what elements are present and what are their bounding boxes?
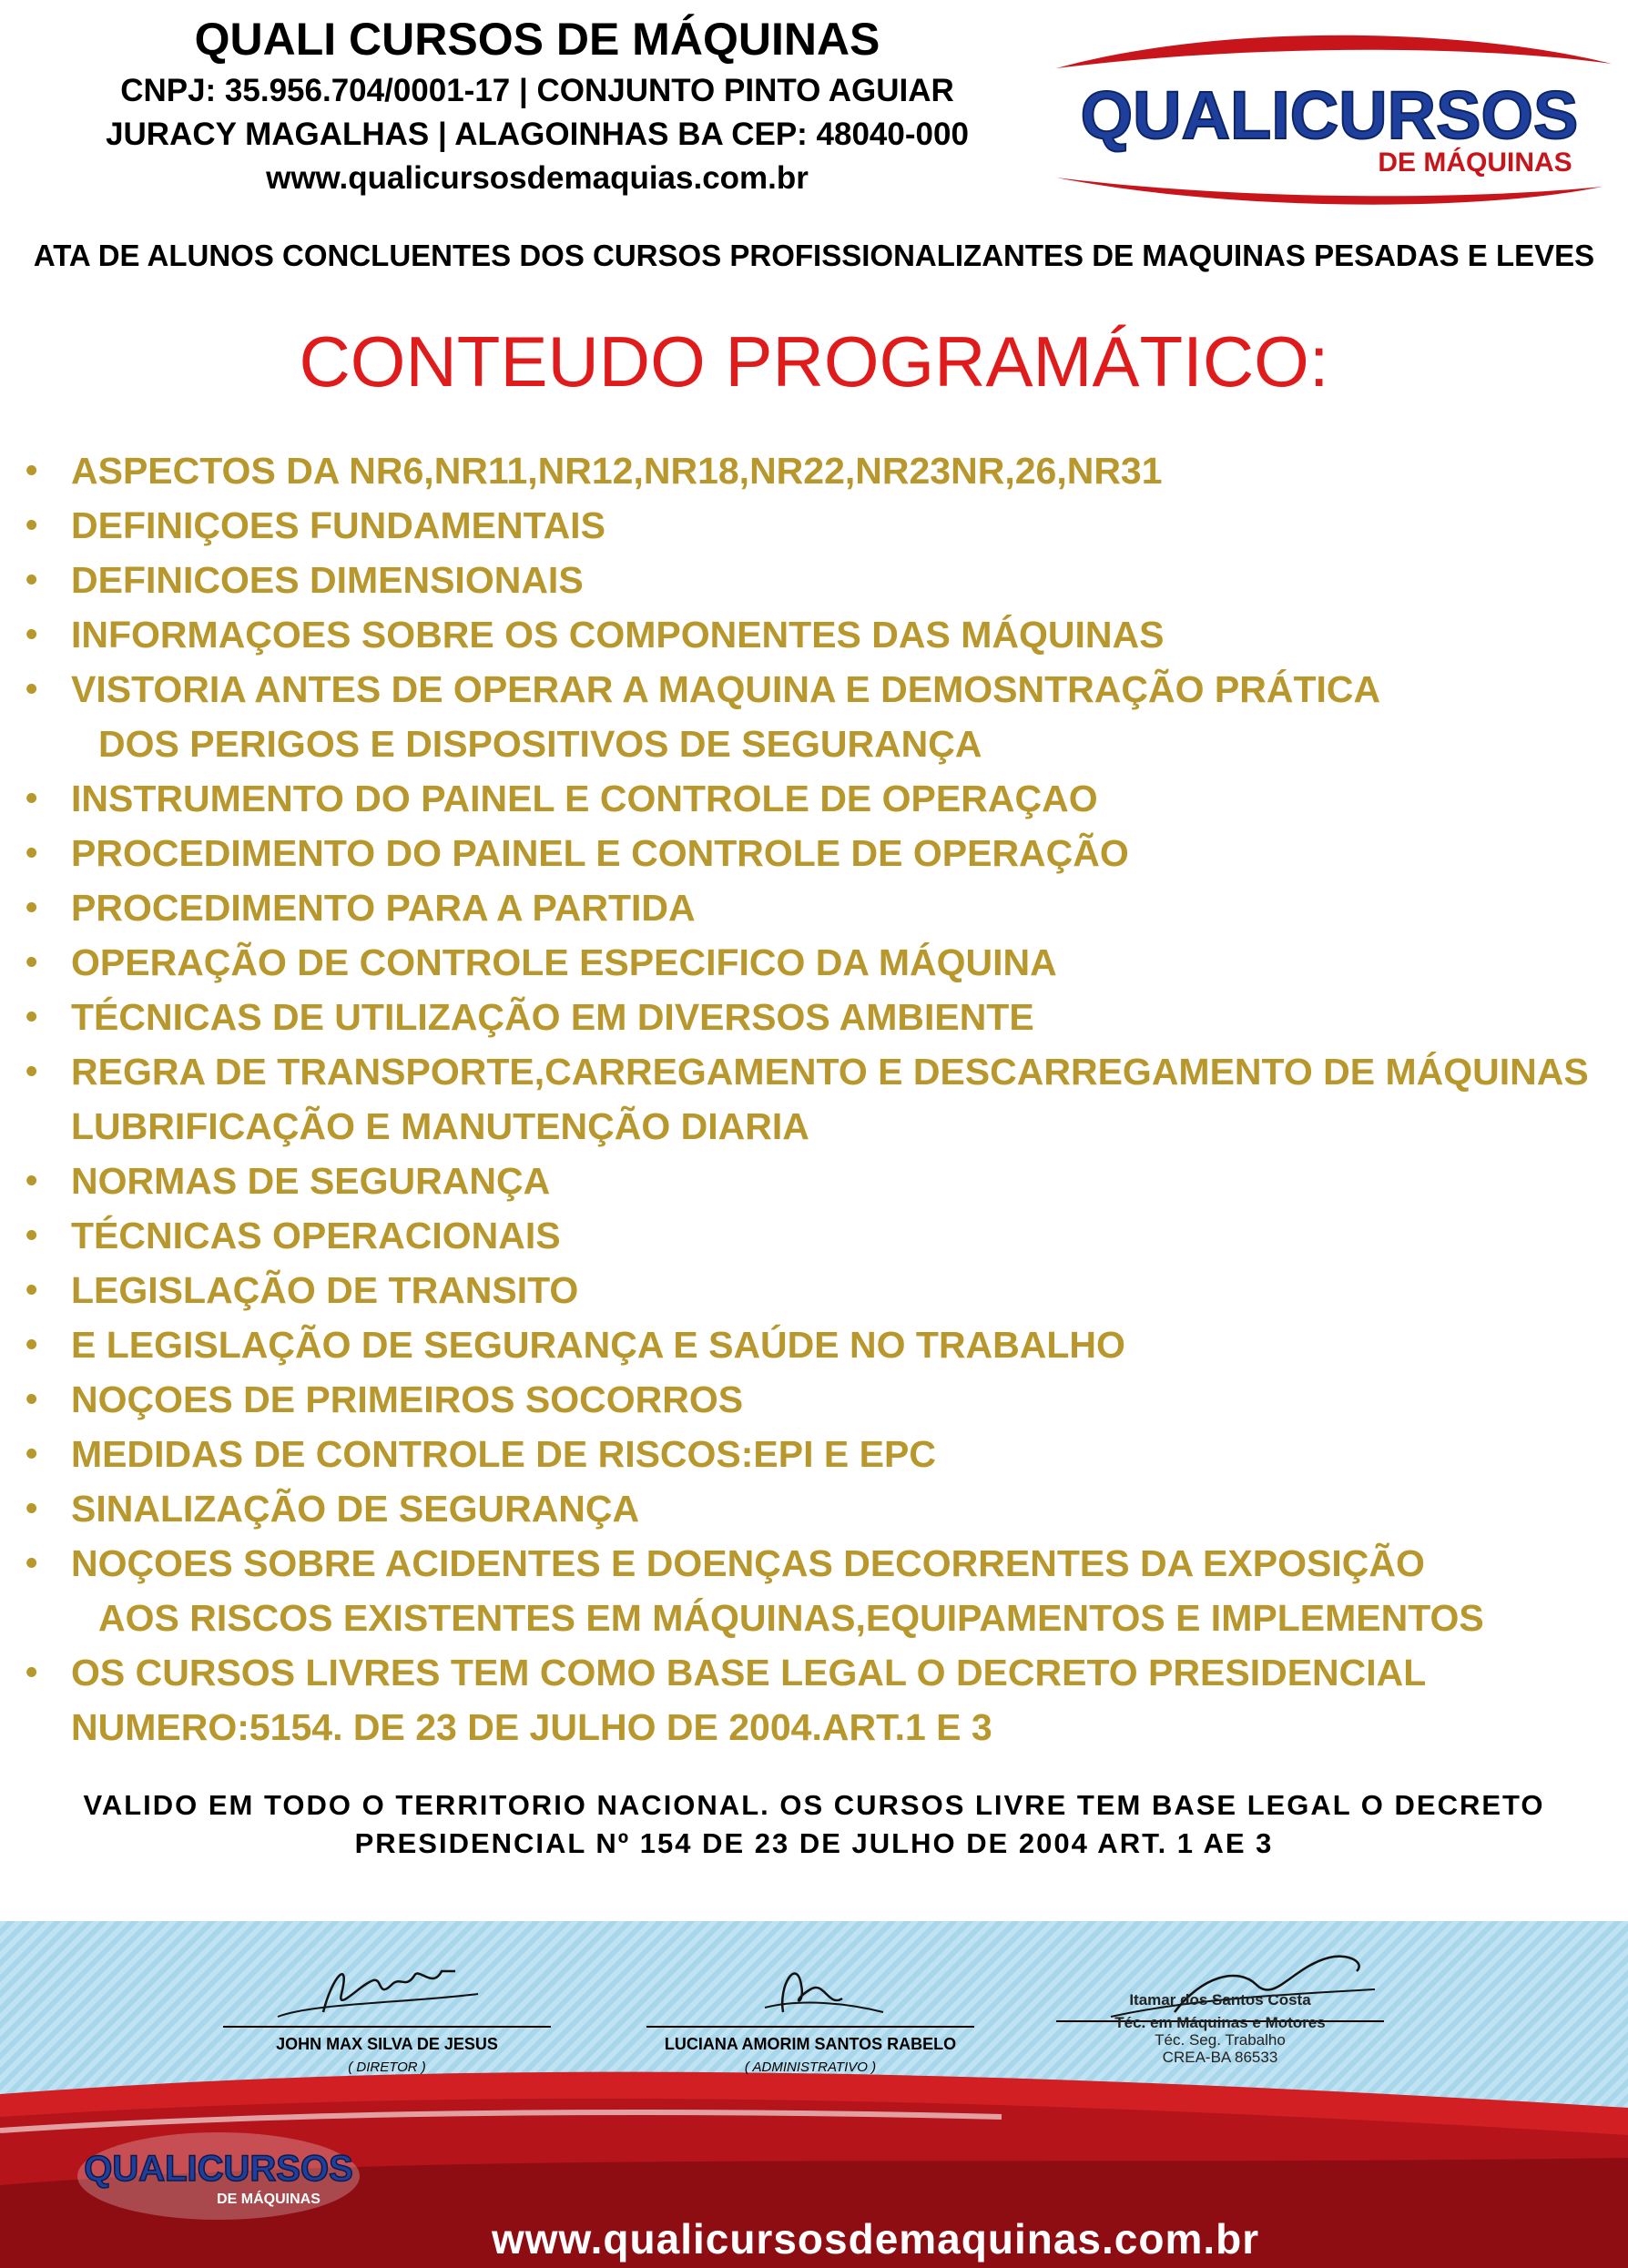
- footer-logo-sub-text: DE MÁQUINAS: [217, 2192, 321, 2207]
- bullet-icon: •: [25, 1216, 38, 1255]
- topic-text: OS CURSOS LIVRES TEM COMO BASE LEGAL O DECRETO PRESIDENCIAL: [71, 1652, 1427, 1693]
- bullet-icon: •: [25, 615, 38, 654]
- topic-item: [24, 553, 1617, 607]
- topic-item: [24, 1481, 1617, 1536]
- bullet-icon: •: [25, 1435, 38, 1473]
- stamp-line-2: Téc. Seg. Trabalho: [1155, 2031, 1286, 2049]
- topic-text: INSTRUMENTO DO PAINEL E CONTROLE DE OPERAÇAO: [71, 778, 1098, 819]
- topic-text: ASPECTOS DA NR6,NR11,NR12,NR18,NR22,NR23NR,26,NR31: [71, 450, 1163, 492]
- bullet-icon: •: [25, 506, 38, 544]
- topic-item: [24, 880, 1617, 935]
- topic-item: [24, 1645, 1617, 1754]
- topic-text-continuation: NUMERO:5154. DE 23 DE JULHO DE 2004.ART.1 E 3: [71, 1706, 992, 1748]
- signature-director-name: JOHN MAX SILVA DE JESUS: [276, 2035, 498, 2053]
- footer-logo-graphic: [73, 2126, 364, 2226]
- topic-text: REGRA DE TRANSPORTE,CARREGAMENTO E DESCARREGAMENTO DE MÁQUINAS: [71, 1051, 1589, 1093]
- company-name: QUALI CURSOS DE MÁQUINAS: [194, 14, 880, 65]
- bullet-icon: •: [25, 670, 38, 708]
- topic-text: TÉCNICAS OPERACIONAIS: [71, 1215, 561, 1256]
- topic-item: [24, 443, 1617, 498]
- bullet-icon: •: [25, 834, 38, 872]
- bullet-icon: •: [25, 889, 38, 927]
- topic-text: SINALIZAÇÃO DE SEGURANÇA: [71, 1488, 640, 1530]
- stamp-name: Itamar dos Santos Costa: [1129, 1991, 1311, 2009]
- cnpj-line: CNPJ: 35.956.704/0001-17 | CONJUNTO PINTO AGUIAR: [120, 73, 954, 108]
- topic-text: NOÇOES SOBRE ACIDENTES E DOENÇAS DECORRENTES DA EXPOSIÇÃO: [71, 1542, 1425, 1584]
- bullet-icon: •: [25, 1380, 38, 1419]
- topic-text: E LEGISLAÇÃO DE SEGURANÇA E SAÚDE NO TRABALHO: [71, 1324, 1125, 1366]
- topic-text-continuation: AOS RISCOS EXISTENTES EM MÁQUINAS,EQUIPAMENTOS E IMPLEMENTOS: [98, 1597, 1484, 1639]
- logo-main-text: QUALICURSOS: [1080, 77, 1579, 153]
- handwritten-signature-director: [223, 1948, 551, 2021]
- signature-administrative: [628, 1948, 992, 2075]
- topic-text: TÉCNICAS DE UTILIZAÇÃO EM DIVERSOS AMBIENTE: [71, 996, 1034, 1038]
- topic-item: [24, 1536, 1617, 1645]
- logo-sub-text: DE MÁQUINAS: [1378, 147, 1572, 178]
- bullet-icon: •: [25, 779, 38, 818]
- address-line: JURACY MAGALHAS | ALAGOINHAS BA CEP: 48040-000: [106, 117, 969, 152]
- topic-item: [24, 1208, 1617, 1263]
- bullet-icon: •: [25, 1490, 38, 1528]
- topic-item: [24, 935, 1617, 990]
- topics-list: [24, 443, 1617, 1754]
- topic-text: DEFINICOES DIMENSIONAIS: [71, 559, 584, 601]
- topic-text: PROCEDIMENTO PARA A PARTIDA: [71, 887, 696, 929]
- topic-text: PROCEDIMENTO DO PAINEL E CONTROLE DE OPERAÇÃO: [71, 832, 1129, 874]
- topic-item: [24, 498, 1617, 553]
- topic-item: [24, 1263, 1617, 1317]
- topic-text: OPERAÇÃO DE CONTROLE ESPECIFICO DA MÁQUINA: [71, 941, 1057, 983]
- bullet-icon: •: [25, 1653, 38, 1692]
- signature-administrative-name: LUCIANA AMORIM SANTOS RABELO: [664, 2035, 957, 2053]
- signature-director-role: ( DIRETOR ): [348, 2060, 426, 2075]
- bullet-icon: •: [25, 1162, 38, 1200]
- bullet-icon: •: [25, 561, 38, 599]
- topic-item: [24, 1317, 1617, 1372]
- legal-notice-line-2: PRESIDENCIAL Nº 154 DE 23 DE JULHO DE 2004 ART. 1 AE 3: [354, 1827, 1274, 1859]
- signature-technician-stamp: [1056, 1948, 1384, 2066]
- signature-administrative-role: ( ADMINISTRATIVO ): [744, 2060, 877, 2075]
- topic-item: [24, 990, 1617, 1044]
- bullet-icon: •: [25, 1271, 38, 1309]
- stamp-line-3: CREA-BA 86533: [1162, 2049, 1278, 2066]
- topic-item: [24, 607, 1617, 662]
- bullet-icon: •: [25, 1326, 38, 1364]
- bullet-icon: •: [25, 1544, 38, 1582]
- topic-text: INFORMAÇOES SOBRE OS COMPONENTES DAS MÁQUINAS: [71, 614, 1165, 656]
- footer-logo-main-text: QUALICURSOS: [84, 2149, 353, 2189]
- footer-logo: [73, 2126, 364, 2226]
- topic-text-continuation: DOS PERIGOS E DISPOSITIVOS DE SEGURANÇA: [98, 723, 982, 765]
- handwritten-signature-administrative: [628, 1948, 992, 2021]
- topic-text: DEFINIÇOES FUNDAMENTAIS: [71, 504, 605, 546]
- logo-swoosh-graphic: [1038, 27, 1621, 209]
- legal-notice-line-1: VALIDO EM TODO O TERRITORIO NACIONAL. OS CURSOS LIVRE TEM BASE LEGAL O DECRETO: [83, 1789, 1545, 1821]
- topic-text: NORMAS DE SEGURANÇA: [71, 1160, 551, 1202]
- ata-title: ATA DE ALUNOS CONCLUENTES DOS CURSOS PROFISSIONALIZANTES DE MAQUINAS PESADAS E LEVES: [33, 239, 1595, 272]
- topic-text: NOÇOES DE PRIMEIROS SOCORROS: [71, 1378, 744, 1420]
- handwritten-signature-technician: [1056, 1948, 1384, 2021]
- topic-text: LEGISLAÇÃO DE TRANSITO: [71, 1269, 579, 1311]
- topic-item: [24, 1427, 1617, 1481]
- topic-text: VISTORIA ANTES DE OPERAR A MAQUINA E DEMOSNTRAÇÃO PRÁTICA: [71, 668, 1381, 710]
- bullet-icon: •: [25, 943, 38, 981]
- bullet-icon: •: [25, 452, 38, 490]
- topic-item: [24, 771, 1617, 826]
- content-heading: CONTEUDO PROGRAMÁTICO:: [299, 321, 1329, 402]
- topic-item: [24, 1044, 1617, 1154]
- topic-text-continuation: LUBRIFICAÇÃO E MANUTENÇÃO DIARIA: [71, 1105, 809, 1147]
- topic-text: MEDIDAS DE CONTROLE DE RISCOS:EPI E EPC: [71, 1433, 936, 1475]
- signature-director: [223, 1948, 551, 2075]
- topic-item: [24, 1372, 1617, 1427]
- stamp-line-1: Téc. em Máquinas e Motores: [1114, 2014, 1326, 2031]
- footer-website-link[interactable]: www.qualicursosdemaquinas.com.br: [492, 2215, 1260, 2263]
- website-line: www.qualicursosdemaquias.com.br: [266, 160, 809, 196]
- bullet-icon: •: [25, 1053, 38, 1091]
- qualicursos-logo: [1038, 27, 1621, 209]
- topic-item: [24, 662, 1617, 771]
- bullet-icon: •: [25, 998, 38, 1036]
- topic-item: [24, 1154, 1617, 1208]
- topic-item: [24, 826, 1617, 880]
